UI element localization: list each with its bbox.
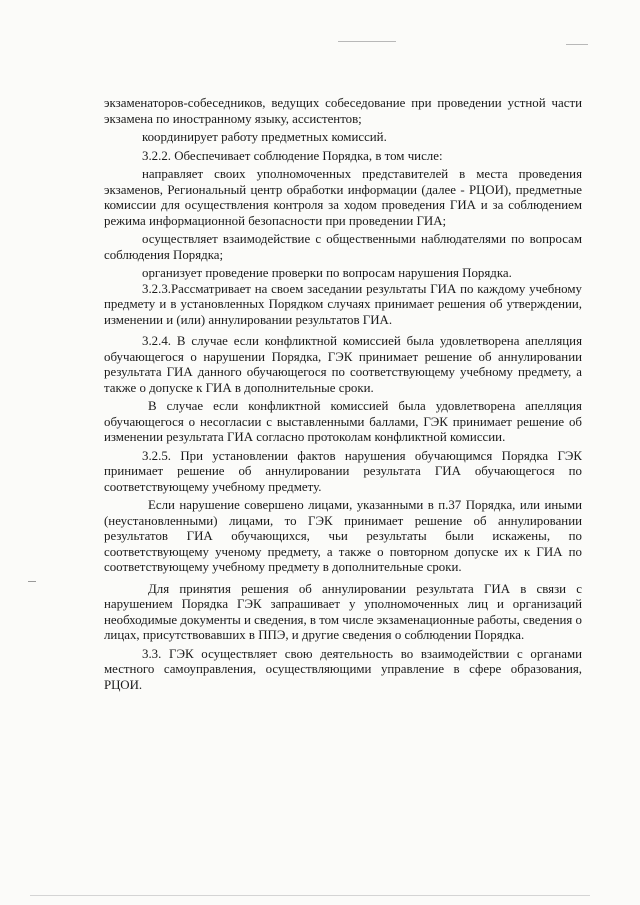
paragraph: направляет своих уполномоченных представителей в места проведения экзаменов, Региональный центр обработки информации (далее - РЦОИ), предметные комиссии для осуществления контроля за ходом проведения ГИА и за соблюдением режима информационной безопасности при проведении ГИА; <box>104 167 582 228</box>
scan-artifact <box>566 44 588 45</box>
paragraph: Если нарушение совершено лицами, указанными в п.37 Порядка, или иными (неустановленными) лицами, то ГЭК принимает решение об аннулировании результатов ГИА обучающихся, чьи результаты были искажены, по соответствующему ученому предмету, а также о повторном допуске их к ГИА по соответствующему учебному предмету в дополнительные сроки. <box>104 498 582 574</box>
paragraph: экзаменаторов-собеседников, ведущих собеседование при проведении устной части экзамена по иностранному языку, ассистентов; <box>104 96 582 126</box>
paragraph: В случае если конфликтной комиссией была удовлетворена апелляция обучающегося о несогласии с выставленными баллами, ГЭК принимает решение об изменении результата ГИА согласно протоколам конфликтной комиссии. <box>104 399 582 444</box>
scan-artifact <box>30 895 590 896</box>
document-body <box>104 96 582 693</box>
scan-artifact <box>338 41 396 42</box>
paragraph: организует проведение проверки по вопросам нарушения Порядка. <box>142 266 512 280</box>
paragraph: координирует работу предметных комиссий. <box>142 130 387 144</box>
paragraph: осуществляет взаимодействие с общественными наблюдателями по вопросам соблюдения Порядка; <box>104 232 582 262</box>
scan-artifact <box>28 581 36 582</box>
paragraph: 3.3. ГЭК осуществляет свою деятельность во взаимодействии с органами местного самоуправления, осуществляющими управление в сфере образования, РЦОИ. <box>104 646 582 692</box>
paragraph: 3.2.4. В случае если конфликтной комиссией была удовлетворена апелляция обучающегося о нарушении Порядка, ГЭК принимает решение об аннулировании результата ГИА данного обучающегося по соответствующему учебному предмету, а также о допуске к ГИА в дополнительные сроки. <box>104 334 582 395</box>
paragraph: 3.2.2. Обеспечивает соблюдение Порядка, в том числе: <box>142 148 443 163</box>
paragraph: 3.2.5. При установлении фактов нарушения обучающимся Порядка ГЭК принимает решение об аннулировании результата ГИА обучающегося по соответствующему учебному предмету. <box>104 448 582 494</box>
paragraph: 3.2.3.Рассматривает на своем заседании результаты ГИА по каждому учебному предмету и в установленных Порядком случаях принимает решения об утверждении, изменении и (или) аннулировании результатов ГИА. <box>104 281 582 327</box>
paragraph: Для принятия решения об аннулировании результата ГИА в связи с нарушением Порядка ГЭК запрашивает у уполномоченных лиц и организаций необходимые документы и сведения, в том числе экзаменационные работы, сведения о лицах, присутствовавших в ППЭ, и другие сведения о соблюдении Порядка. <box>104 581 583 642</box>
